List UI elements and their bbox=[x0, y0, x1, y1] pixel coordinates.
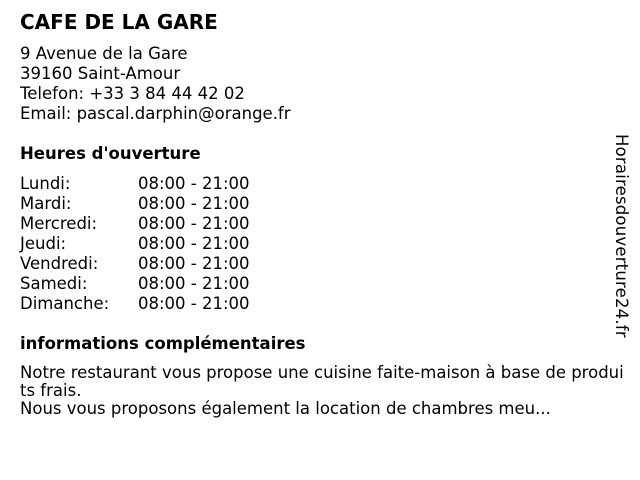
opening-hours-heading: Heures d'ouverture bbox=[20, 144, 201, 163]
hours-value: 08:00 - 21:00 bbox=[138, 254, 250, 273]
hours-value: 08:00 - 21:00 bbox=[138, 174, 250, 193]
city-postcode: 39160 Saint-Amour bbox=[20, 64, 181, 83]
description-line: Notre restaurant vous propose une cuisine faite-maison à base de produits frais. bbox=[20, 363, 624, 400]
phone-number: Telefon: +33 3 84 44 42 02 bbox=[20, 84, 245, 103]
hours-row-thursday bbox=[20, 234, 320, 254]
hours-value: 08:00 - 21:00 bbox=[138, 234, 250, 253]
day-label: Jeudi: bbox=[20, 234, 67, 253]
email-address: Email: pascal.darphin@orange.fr bbox=[20, 104, 291, 123]
day-label: Samedi: bbox=[20, 274, 88, 293]
hours-row-monday bbox=[20, 174, 320, 194]
business-name: CAFE DE LA GARE bbox=[20, 10, 218, 34]
day-label: Mercredi: bbox=[20, 214, 98, 233]
watermark-text: Horairesdouverture24.fr bbox=[612, 134, 631, 338]
street-address: 9 Avenue de la Gare bbox=[20, 44, 188, 63]
day-label: Vendredi: bbox=[20, 254, 99, 273]
day-label: Lundi: bbox=[20, 174, 71, 193]
opening-hours-table bbox=[20, 174, 320, 314]
hours-row-saturday bbox=[20, 274, 320, 294]
hours-value: 08:00 - 21:00 bbox=[138, 214, 250, 233]
additional-info-text bbox=[20, 364, 630, 418]
description-line: Nous vous proposons également la location de chambres meu... bbox=[20, 399, 551, 418]
day-label: Dimanche: bbox=[20, 294, 110, 313]
additional-info-heading: informations complémentaires bbox=[20, 334, 306, 353]
hours-value: 08:00 - 21:00 bbox=[138, 194, 250, 213]
hours-row-sunday bbox=[20, 294, 320, 314]
day-label: Mardi: bbox=[20, 194, 72, 213]
hours-row-friday bbox=[20, 254, 320, 274]
hours-row-tuesday bbox=[20, 194, 320, 214]
address-block bbox=[20, 44, 291, 124]
hours-value: 08:00 - 21:00 bbox=[138, 274, 250, 293]
hours-row-wednesday bbox=[20, 214, 320, 234]
hours-value: 08:00 - 21:00 bbox=[138, 294, 250, 313]
